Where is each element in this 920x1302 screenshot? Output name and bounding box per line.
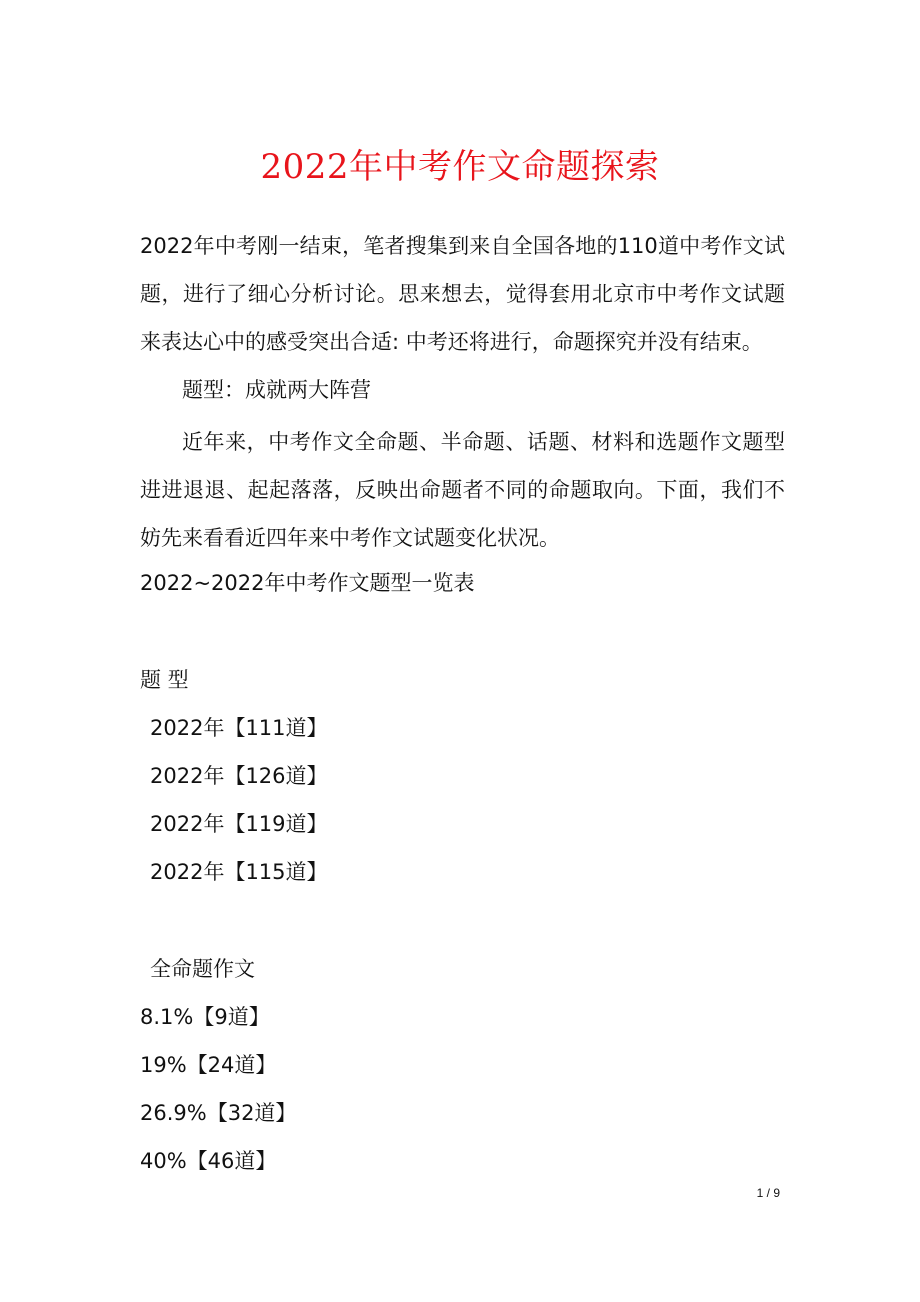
table-value-cell: 8.1%【9道】: [140, 1005, 270, 1029]
table-year-cell: 2022年【115道】: [150, 860, 328, 884]
table-caption: 2022~2022年中考作文题型一览表: [140, 571, 475, 595]
document-title: 2022年中考作文命题探索: [260, 147, 660, 187]
table-value-cell: 19%【24道】: [140, 1053, 277, 1077]
table-row-label: 全命题作文: [150, 957, 255, 981]
table-value-cell: 40%【46道】: [140, 1149, 277, 1173]
intro-paragraph: 2022年中考刚一结束，笔者搜集到来自全国各地的110道中考作文试题，进行了细心分析讨论。思来想去，觉得套用北京市中考作文试题来表达心中的感受突出合适: 中考还将进行，命题探究并没有结束。: [140, 234, 785, 354]
table-header-label: 题 型: [140, 668, 189, 692]
section-heading: 题型：成就两大阵营: [182, 378, 371, 402]
table-value-cell: 26.9%【32道】: [140, 1101, 297, 1125]
table-year-cell: 2022年【119道】: [150, 812, 328, 836]
page-number: 1 / 9: [756, 1186, 780, 1200]
paragraph-question-types: 近年来，中考作文全命题、半命题、话题、材料和选题作文题型进进退退、起起落落，反映出命题者不同的命题取向。下面，我们不妨先来看看近四年来中考作文试题变化状况。: [140, 430, 785, 550]
table-year-cell: 2022年【111道】: [150, 716, 328, 740]
table-year-cell: 2022年【126道】: [150, 764, 328, 788]
